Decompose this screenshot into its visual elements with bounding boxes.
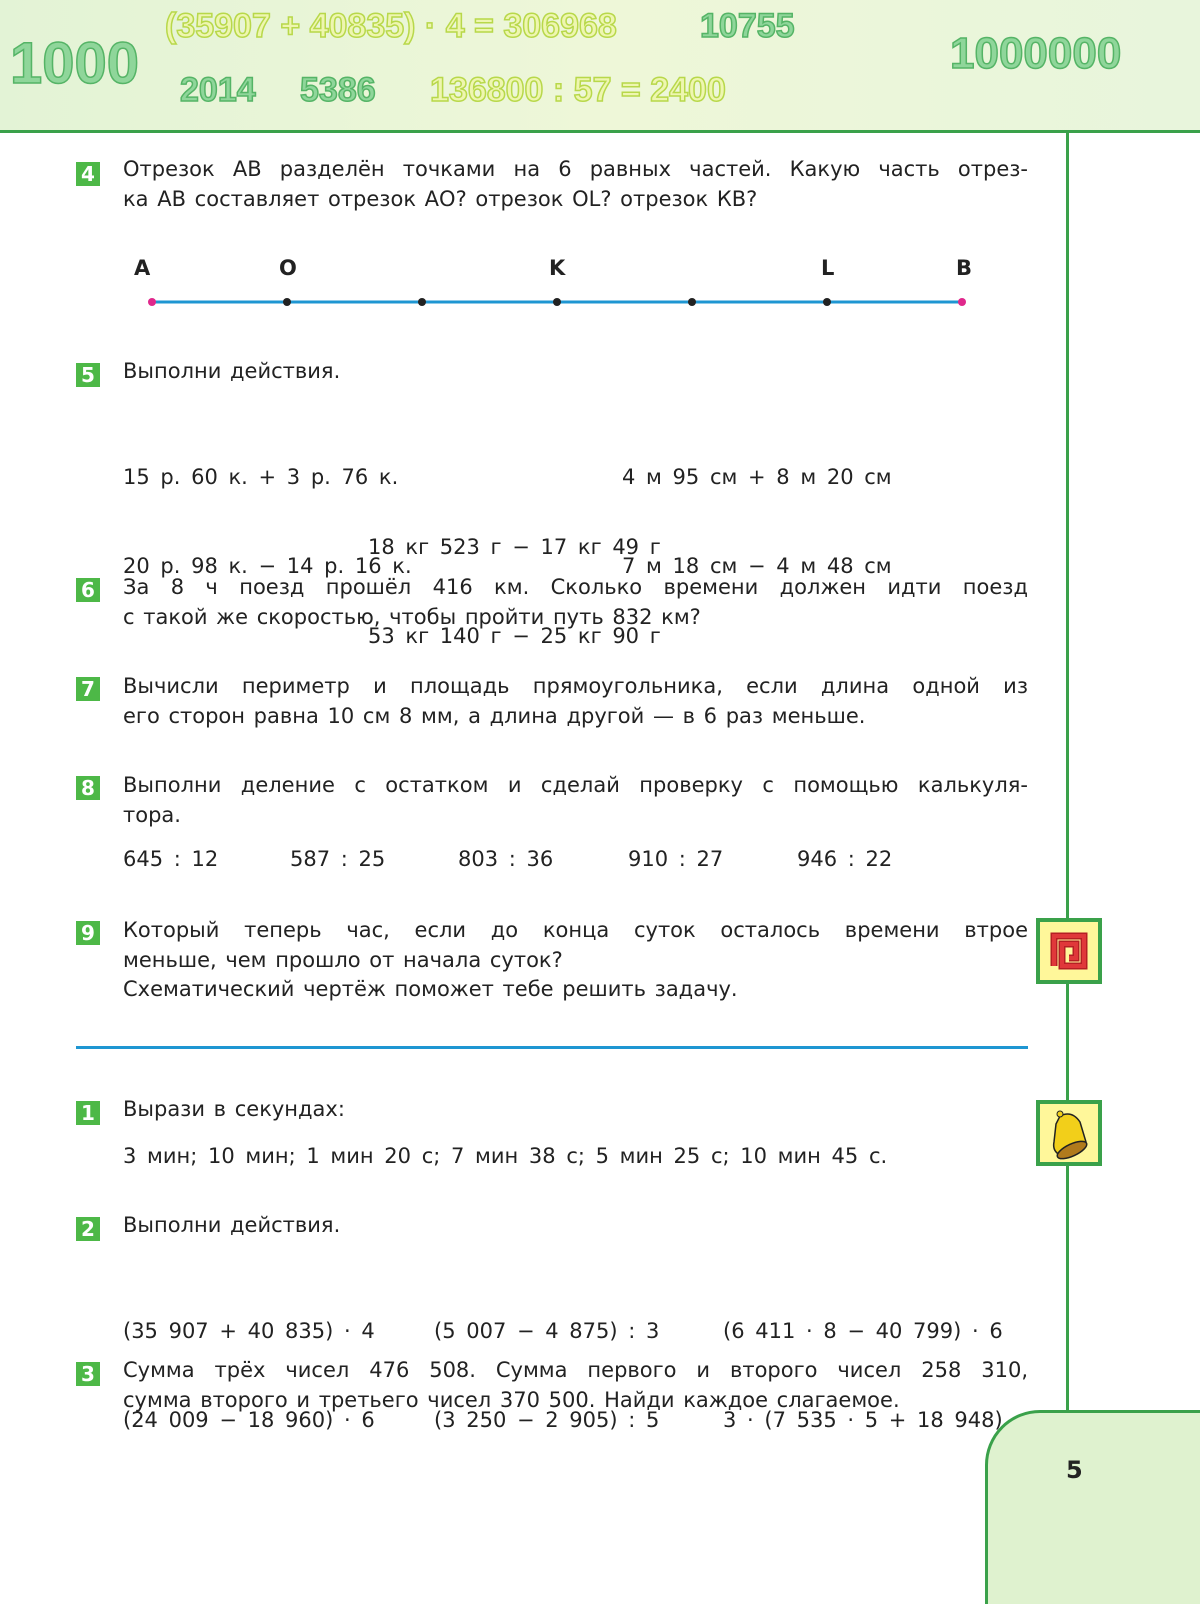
text-line: Схематический чертёж поможет тебе решить задачу. <box>123 977 738 1001</box>
page-number: 5 <box>1066 1456 1083 1484</box>
task-5-title <box>123 357 1028 387</box>
task-number: 4 <box>76 162 100 186</box>
text-line: Выполни действия. <box>123 1213 341 1237</box>
division-item: 946 : 22 <box>797 847 893 871</box>
expression: 3 · (7 535 · 5 + 18 948) <box>723 1407 1003 1432</box>
text-line: Сумма трёх чисел 476 508. Сумма первого и второго чисел 258 310, <box>123 1358 1028 1382</box>
task-number: 2 <box>76 1217 100 1241</box>
text-line: меньше, чем прошло от начала суток? <box>123 947 563 972</box>
task-number: 9 <box>76 921 100 945</box>
expression: (24 009 − 18 960) · 6 <box>123 1407 375 1432</box>
point-o <box>283 298 291 306</box>
text-line: Выполни действия. <box>123 359 341 383</box>
decor-number: 10755 <box>700 7 795 45</box>
text-line: Вычисли периметр и площадь прямоугольника, если длина одной из <box>123 674 1028 698</box>
text-line: Отрезок АВ разделён точками на 6 равных частей. Какую часть отрез- <box>123 157 1028 181</box>
text-line: За 8 ч поезд прошёл 416 км. Сколько времени должен идти поезд <box>123 575 1028 599</box>
expression: (35 907 + 40 835) · 4 <box>123 1319 375 1343</box>
task-number: 1 <box>76 1101 100 1125</box>
text-line: тора. <box>123 802 181 827</box>
text-line: его сторон равна 10 см 8 мм, а длина другой — в 6 раз меньше. <box>123 703 866 728</box>
division-item: 645 : 12 <box>123 847 219 871</box>
task-number: 3 <box>76 1362 100 1386</box>
spiral-maze-icon <box>1036 918 1102 984</box>
segment-ab <box>0 290 1000 314</box>
task-7-text <box>123 672 1028 731</box>
expression: 20 р. 98 к. − 14 р. 16 к. <box>123 553 412 578</box>
decor-number: (35907 + 40835) · 4 = 306968 <box>165 7 617 45</box>
task-number: 5 <box>76 363 100 387</box>
expression: (5 007 − 4 875) : 3 <box>434 1319 660 1343</box>
text-line: Выполни деление с остатком и сделай проверку с помощью калькуля- <box>123 773 1028 797</box>
decor-number: 5386 <box>300 71 376 109</box>
section-divider <box>76 1046 1028 1049</box>
text-line: Который теперь час, если до конца суток осталось времени втрое <box>123 918 1028 942</box>
task-b3-text <box>123 1356 1028 1415</box>
point-k <box>553 298 561 306</box>
expression: (6 411 · 8 − 40 799) · 6 <box>723 1319 1003 1343</box>
margin-line <box>1066 130 1069 1420</box>
point-label: L <box>821 256 835 280</box>
task-9-text <box>123 916 1028 1005</box>
point-label: K <box>549 256 566 280</box>
bell-icon <box>1036 1100 1102 1166</box>
expression: 4 м 95 см + 8 м 20 см <box>622 465 892 489</box>
header-banner <box>0 0 1200 133</box>
task-b1-line: 3 мин; 10 мин; 1 мин 20 с; 7 мин 38 с; 5 мин 25 с; 10 мин 45 с. <box>123 1144 888 1168</box>
point-l <box>823 298 831 306</box>
task-6-text <box>123 573 1028 632</box>
text-line: с такой же скоростью, чтобы пройти путь 832 км? <box>123 604 701 629</box>
expression: 7 м 18 см − 4 м 48 см <box>622 553 892 578</box>
task-number: 8 <box>76 776 100 800</box>
decor-number: 1000000 <box>950 29 1122 78</box>
decor-number: 2014 <box>180 71 256 109</box>
point-label: O <box>279 256 297 280</box>
point-a <box>148 298 156 306</box>
task-number: 7 <box>76 677 100 701</box>
point-division <box>418 298 426 306</box>
point-label: B <box>956 256 973 280</box>
point-label: A <box>134 256 151 280</box>
text-line: сумма второго и третьего чисел 370 500. Найди каждое слагаемое. <box>123 1387 900 1412</box>
expression: (3 250 − 2 905) : 5 <box>434 1407 660 1432</box>
task-8-text <box>123 771 1028 830</box>
task-4-text <box>123 155 1028 214</box>
division-item: 587 : 25 <box>290 847 386 871</box>
point-division <box>688 298 696 306</box>
page-corner <box>985 1410 1200 1604</box>
task-number: 6 <box>76 578 100 602</box>
decor-number: 136800 : 57 = 2400 <box>430 71 726 109</box>
task-b2-title <box>123 1211 1028 1241</box>
decor-number: 1000 <box>10 31 140 96</box>
division-item: 803 : 36 <box>458 847 554 871</box>
text-line: ка АВ составляет отрезок АО? отрезок OL? отрезок КВ? <box>123 186 758 211</box>
task-b1-title <box>123 1095 1028 1125</box>
text-line: Вырази в секундах: <box>123 1097 345 1121</box>
expression: 53 кг 140 г − 25 кг 90 г <box>368 623 661 648</box>
expression: 18 кг 523 г − 17 кг 49 г <box>368 535 661 559</box>
expression: 15 р. 60 к. + 3 р. 76 к. <box>123 465 399 489</box>
point-b <box>958 298 966 306</box>
division-item: 910 : 27 <box>628 847 724 871</box>
